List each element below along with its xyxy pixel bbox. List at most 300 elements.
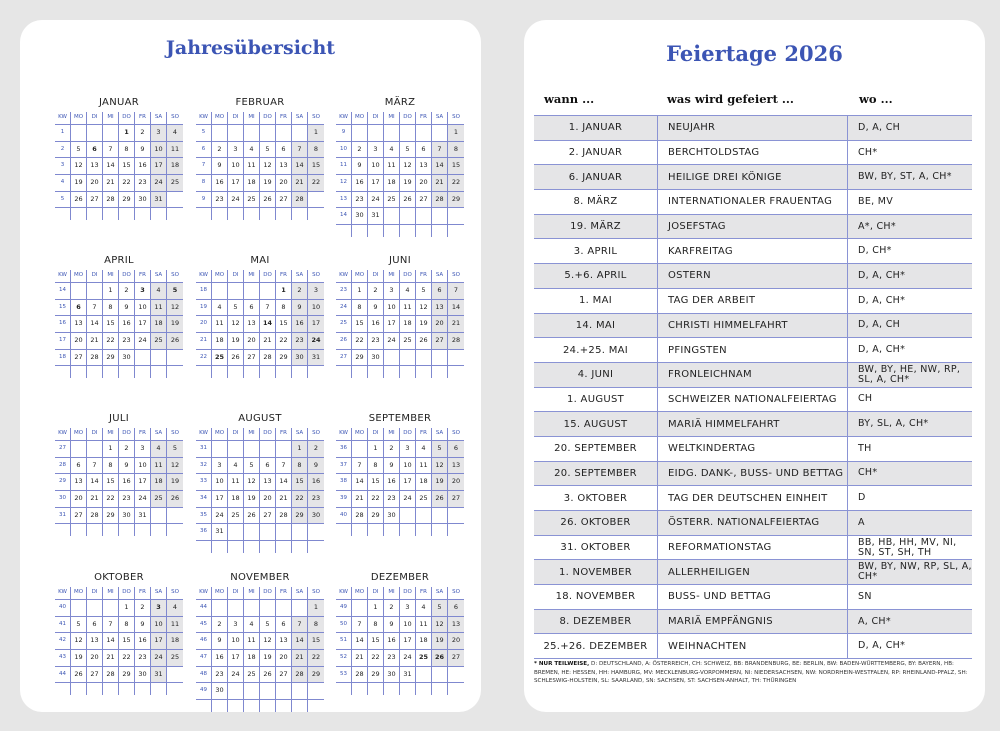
weekday-header: SA — [432, 587, 448, 599]
day-cell: 26 — [416, 333, 432, 349]
day-cell — [276, 683, 292, 699]
day-cell: 17 — [400, 633, 416, 649]
week-number: 36 — [196, 524, 212, 540]
day-cell: 12 — [167, 458, 183, 474]
grid-tail-cell — [119, 208, 135, 220]
day-cell: 16 — [135, 633, 151, 649]
week-number: 33 — [196, 474, 212, 490]
weekday-header: KW — [336, 428, 352, 440]
holiday-regions: BB, HB, HH, MV, NI, SN, ST, SH, TH — [858, 536, 957, 558]
weekday-header: FR — [276, 428, 292, 440]
day-cell: 18 — [416, 633, 432, 649]
day-cell: 22 — [103, 333, 119, 349]
holiday-name: TAG DER ARBEIT — [658, 289, 848, 313]
holiday-name: WEIHNACHTEN — [658, 634, 848, 658]
day-cell: 19 — [228, 333, 244, 349]
day-cell: 11 — [384, 158, 400, 174]
day-cell: 19 — [432, 633, 448, 649]
grid-tail-cell — [352, 683, 368, 695]
holiday-name: REFORMATIONSTAG — [658, 536, 848, 560]
day-cell: 14 — [103, 633, 119, 649]
weekday-header: KW — [336, 112, 352, 124]
day-cell: 17 — [151, 633, 167, 649]
weekday-header: DO — [260, 428, 276, 440]
holiday-name: JOSEFSTAG — [658, 215, 848, 239]
grid-tail-cell — [416, 366, 432, 378]
holiday-row — [534, 288, 972, 313]
grid-tail-cell — [432, 366, 448, 378]
weekday-header-row — [55, 112, 183, 124]
weekday-header: SO — [171, 114, 179, 120]
week-row — [196, 523, 324, 540]
day-cell: 27 — [260, 508, 276, 524]
holiday-date: 19. MÄRZ — [534, 215, 658, 239]
day-cell — [212, 283, 228, 299]
day-cell: 22 — [368, 650, 384, 666]
week-row — [196, 473, 324, 490]
week-row — [55, 174, 183, 191]
day-cell: 11 — [416, 617, 432, 633]
weekday-header: SO — [312, 114, 320, 120]
holiday-regions: A — [858, 516, 865, 528]
weekday-header: SA — [432, 428, 448, 440]
weekday-header: MO — [71, 112, 87, 124]
day-cell: 21 — [352, 491, 368, 507]
grid-tail-cell — [87, 366, 103, 378]
weekday-header: MO — [352, 428, 368, 440]
week-row — [336, 666, 464, 683]
week-number: 50 — [336, 617, 352, 633]
day-cell — [276, 441, 292, 457]
footnote-text: D: DEUTSCHLAND, A: ÖSTERREICH, CH: SCHWEIZ, BB: BRANDENBURG, BE: BERLIN, BW: BADEN-WÜRTTEMBERG, BY: BAYERN, HB: BREMEN, HE: HESSEN, HH: HAMBURG, MV: MECKLENBURG-VORPOMMERN, NI: NIEDERSACHSEN, NW: NORDRHEIN-WESTFALEN, RP: RHEINLAND-PFALZ, SH: SCHLESWIG-HOLSTEIN, SL: SAARLAND, SN: SACHSEN, ST: SACHSEN-ANHALT, TH: THÜRINGEN — [534, 661, 968, 685]
week-row — [55, 124, 183, 141]
day-cell: 31 — [212, 524, 228, 540]
day-cell — [260, 125, 276, 141]
week-number: 21 — [196, 333, 212, 349]
grid-tail-cell — [71, 524, 87, 536]
week-number: 12 — [336, 175, 352, 191]
day-cell: 20 — [448, 474, 464, 490]
week-number: 49 — [196, 683, 212, 699]
day-cell: 19 — [167, 474, 183, 490]
holiday-regions: D, A, CH* — [858, 269, 906, 281]
holiday-regions: D, A, CH — [858, 319, 901, 331]
weekday-header: MI — [103, 428, 119, 440]
day-cell: 20 — [71, 491, 87, 507]
day-cell — [400, 350, 416, 366]
day-cell: 21 — [103, 175, 119, 191]
day-cell: 25 — [151, 333, 167, 349]
grid-tail-cell — [260, 700, 276, 712]
grid-tail-cell — [55, 683, 71, 695]
day-cell: 3 — [228, 142, 244, 158]
holiday-date: 6. JANUAR — [534, 165, 658, 189]
week-number: 25 — [336, 316, 352, 332]
holiday-row — [534, 436, 972, 461]
holiday-regions: CH* — [858, 146, 878, 158]
day-cell: 19 — [416, 316, 432, 332]
month-name: SEPTEMBER — [368, 413, 432, 424]
day-cell: 8 — [292, 458, 308, 474]
grid-tail-cell — [212, 366, 228, 378]
week-row — [196, 616, 324, 633]
day-cell: 16 — [384, 474, 400, 490]
day-cell: 28 — [103, 192, 119, 208]
day-cell: 29 — [103, 350, 119, 366]
day-cell: 30 — [135, 192, 151, 208]
day-cell: 7 — [103, 142, 119, 158]
day-cell: 2 — [368, 283, 384, 299]
day-cell — [448, 508, 464, 524]
grid-tail-cell — [212, 541, 228, 553]
day-cell: 27 — [87, 667, 103, 683]
day-cell: 26 — [260, 667, 276, 683]
day-cell: 21 — [276, 491, 292, 507]
day-cell: 3 — [135, 441, 151, 457]
weekday-header: MI — [244, 270, 260, 282]
holidays-table — [534, 115, 972, 659]
day-cell: 17 — [135, 474, 151, 490]
day-cell: 27 — [276, 192, 292, 208]
day-cell: 10 — [228, 158, 244, 174]
day-cell: 13 — [276, 158, 292, 174]
grid-tail-cell — [244, 366, 260, 378]
holiday-regions: A*, CH* — [858, 220, 896, 232]
grid-tail-cell — [212, 700, 228, 712]
holiday-row — [534, 584, 972, 609]
day-cell: 4 — [416, 441, 432, 457]
weekday-header: MI — [103, 270, 119, 282]
week-number: 45 — [196, 617, 212, 633]
day-cell: 1 — [308, 600, 324, 616]
day-cell — [228, 600, 244, 616]
week-row — [55, 141, 183, 158]
weekday-header: DI — [368, 270, 384, 282]
day-cell: 18 — [244, 175, 260, 191]
day-cell: 25 — [167, 175, 183, 191]
grid-tail-cell — [400, 225, 416, 237]
weekday-header-row — [196, 270, 324, 282]
day-cell: 11 — [228, 474, 244, 490]
weekday-header: MO — [212, 587, 228, 599]
day-cell: 25 — [244, 192, 260, 208]
holiday-regions: D — [858, 492, 866, 504]
day-cell: 6 — [71, 300, 87, 316]
weekday-header: DI — [228, 270, 244, 282]
holiday-regions: BW, BY, NW, RP, SL, A, CH* — [858, 561, 972, 583]
weekday-header: FR — [416, 587, 432, 599]
week-row — [55, 299, 183, 316]
day-cell: 19 — [400, 175, 416, 191]
week-row — [336, 632, 464, 649]
week-number: 15 — [55, 300, 71, 316]
day-cell: 16 — [308, 474, 324, 490]
weekday-header: KW — [336, 270, 352, 282]
day-cell: 29 — [119, 192, 135, 208]
grid-tail-cell — [416, 683, 432, 695]
day-cell: 16 — [119, 474, 135, 490]
week-number: 39 — [336, 491, 352, 507]
day-cell: 23 — [212, 667, 228, 683]
day-cell: 8 — [119, 617, 135, 633]
day-cell: 28 — [103, 667, 119, 683]
grid-tail-cell — [400, 366, 416, 378]
day-cell — [167, 667, 183, 683]
holiday-regions: D, CH* — [858, 245, 892, 257]
day-cell — [260, 524, 276, 540]
grid-tail-cell — [71, 366, 87, 378]
day-cell: 14 — [292, 158, 308, 174]
grid-tail — [196, 207, 324, 220]
week-row — [196, 174, 324, 191]
holiday-date: 1. AUGUST — [534, 388, 658, 412]
holiday-date: 26. OKTOBER — [534, 511, 658, 535]
holiday-date: 20. SEPTEMBER — [534, 462, 658, 486]
grid-tail-cell — [212, 208, 228, 220]
day-cell — [244, 441, 260, 457]
day-cell: 1 — [276, 283, 292, 299]
day-cell: 12 — [228, 316, 244, 332]
day-cell: 29 — [103, 508, 119, 524]
grid-tail-cell — [151, 366, 167, 378]
grid-tail-cell — [416, 225, 432, 237]
day-cell: 7 — [352, 458, 368, 474]
day-cell: 13 — [260, 474, 276, 490]
day-cell: 21 — [448, 316, 464, 332]
day-cell — [260, 683, 276, 699]
week-number: 5 — [196, 125, 212, 141]
week-number: 23 — [336, 283, 352, 299]
day-cell: 5 — [71, 142, 87, 158]
header-wo: wo ... — [859, 92, 893, 106]
grid-tail-cell — [432, 683, 448, 695]
day-cell: 15 — [119, 158, 135, 174]
day-cell: 20 — [416, 175, 432, 191]
day-cell — [352, 125, 368, 141]
day-cell — [400, 508, 416, 524]
day-cell — [432, 125, 448, 141]
day-cell: 27 — [448, 650, 464, 666]
day-cell: 11 — [151, 458, 167, 474]
day-cell: 19 — [260, 650, 276, 666]
grid-tail-cell — [151, 208, 167, 220]
day-cell: 2 — [308, 441, 324, 457]
day-cell: 21 — [87, 333, 103, 349]
holiday-regions: A, CH* — [858, 615, 891, 627]
holiday-date: 31. OKTOBER — [534, 536, 658, 560]
day-cell: 1 — [448, 125, 464, 141]
day-cell: 23 — [292, 333, 308, 349]
holiday-name: TAG DER DEUTSCHEN EINHEIT — [658, 486, 848, 510]
day-cell — [368, 125, 384, 141]
grid-tail-cell — [260, 208, 276, 220]
weekday-header: DO — [260, 587, 276, 599]
day-cell: 17 — [151, 158, 167, 174]
day-cell: 6 — [87, 142, 103, 158]
day-cell: 14 — [103, 158, 119, 174]
day-cell: 19 — [167, 316, 183, 332]
day-cell: 31 — [135, 508, 151, 524]
month-name: NOVEMBER — [230, 572, 290, 583]
day-cell: 16 — [135, 158, 151, 174]
week-row — [55, 507, 183, 524]
day-cell: 11 — [416, 458, 432, 474]
day-cell — [260, 283, 276, 299]
grid-tail-cell — [103, 366, 119, 378]
day-cell: 26 — [167, 491, 183, 507]
grid-tail-cell — [448, 524, 464, 536]
holiday-row — [534, 337, 972, 362]
week-row — [336, 440, 464, 457]
holiday-date: 3. APRIL — [534, 239, 658, 263]
holiday-row — [534, 214, 972, 239]
day-cell — [276, 600, 292, 616]
day-cell — [87, 283, 103, 299]
day-cell: 4 — [151, 283, 167, 299]
day-cell — [352, 441, 368, 457]
day-cell: 29 — [368, 667, 384, 683]
day-cell: 5 — [71, 617, 87, 633]
day-cell: 19 — [432, 474, 448, 490]
day-cell — [244, 524, 260, 540]
day-cell: 15 — [448, 158, 464, 174]
day-cell: 8 — [448, 142, 464, 158]
weekday-header-row — [55, 428, 183, 440]
day-cell: 20 — [87, 175, 103, 191]
holiday-name: EIDG. DANK-, BUSS- UND BETTAG — [658, 462, 848, 486]
week-number: 22 — [196, 350, 212, 366]
day-cell: 17 — [135, 316, 151, 332]
week-number: 10 — [336, 142, 352, 158]
month-name: DEZEMBER — [370, 572, 430, 583]
day-cell: 25 — [384, 192, 400, 208]
weekday-header: MO — [212, 270, 228, 282]
week-row — [336, 599, 464, 616]
weekday-header: DO — [119, 428, 135, 440]
day-cell: 1 — [368, 441, 384, 457]
weekday-header-row — [336, 270, 464, 282]
day-cell: 9 — [308, 458, 324, 474]
week-number: 35 — [196, 508, 212, 524]
grid-tail-cell — [368, 225, 384, 237]
day-cell: 4 — [167, 125, 183, 141]
grid-tail-cell — [151, 524, 167, 536]
month-februar — [196, 96, 324, 220]
holiday-row — [534, 387, 972, 412]
day-cell: 18 — [151, 316, 167, 332]
day-cell — [400, 125, 416, 141]
grid-tail-cell — [336, 683, 352, 695]
day-cell: 30 — [292, 350, 308, 366]
holiday-name: NEUJAHR — [658, 116, 848, 140]
weekday-header: SO — [171, 430, 179, 436]
month-juni — [336, 254, 464, 378]
day-cell: 5 — [167, 441, 183, 457]
day-cell — [416, 508, 432, 524]
grid-tail-cell — [400, 524, 416, 536]
day-cell — [292, 683, 308, 699]
day-cell: 29 — [292, 508, 308, 524]
holiday-name: HEILIGE DREI KÖNIGE — [658, 165, 848, 189]
grid-tail — [336, 523, 464, 536]
day-cell: 6 — [244, 300, 260, 316]
week-number: 49 — [336, 600, 352, 616]
weekday-header: DO — [260, 270, 276, 282]
holidays-table-header — [534, 92, 975, 108]
month-name: OKTOBER — [94, 572, 144, 583]
day-cell: 24 — [228, 192, 244, 208]
week-number: 20 — [196, 316, 212, 332]
holiday-date: 3. OKTOBER — [534, 486, 658, 510]
week-row — [55, 473, 183, 490]
month-name: APRIL — [104, 255, 134, 266]
day-cell: 5 — [167, 283, 183, 299]
holiday-date: 14. MAI — [534, 314, 658, 338]
day-cell: 5 — [432, 441, 448, 457]
month-grid — [196, 112, 324, 220]
day-cell: 18 — [212, 333, 228, 349]
day-cell: 10 — [135, 300, 151, 316]
day-cell: 30 — [384, 508, 400, 524]
week-row — [336, 282, 464, 299]
day-cell — [212, 600, 228, 616]
grid-tail-cell — [228, 366, 244, 378]
day-cell: 10 — [135, 458, 151, 474]
holiday-row — [534, 362, 972, 387]
day-cell: 8 — [276, 300, 292, 316]
weekday-header: DO — [400, 587, 416, 599]
month-name: JULI — [109, 413, 129, 424]
week-row — [196, 349, 324, 366]
week-number: 28 — [55, 458, 71, 474]
day-cell — [432, 350, 448, 366]
grid-tail — [55, 523, 183, 536]
weekday-header: MI — [103, 112, 119, 124]
day-cell — [228, 441, 244, 457]
day-cell: 13 — [448, 617, 464, 633]
weekday-header: MI — [384, 587, 400, 599]
day-cell: 16 — [352, 175, 368, 191]
month-grid — [55, 112, 183, 220]
day-cell: 4 — [400, 283, 416, 299]
weekday-header: MI — [244, 428, 260, 440]
holiday-row — [534, 411, 972, 436]
holiday-row — [534, 189, 972, 214]
grid-tail-cell — [308, 208, 324, 220]
day-cell — [167, 350, 183, 366]
day-cell: 11 — [151, 300, 167, 316]
day-cell: 16 — [212, 650, 228, 666]
holiday-row — [534, 238, 972, 263]
day-cell: 26 — [228, 350, 244, 366]
weekday-header: SA — [292, 428, 308, 440]
weekday-header: SO — [312, 272, 320, 278]
week-row — [336, 457, 464, 474]
day-cell: 30 — [308, 508, 324, 524]
day-cell: 23 — [135, 175, 151, 191]
weekday-header-row — [196, 112, 324, 124]
week-row — [55, 490, 183, 507]
weekday-header: SA — [292, 112, 308, 124]
day-cell: 2 — [384, 441, 400, 457]
day-cell: 13 — [432, 300, 448, 316]
day-cell — [228, 283, 244, 299]
day-cell: 24 — [368, 192, 384, 208]
holiday-row — [534, 535, 972, 560]
holiday-regions: BW, BY, HE, NW, RP, SL, A, CH* — [858, 363, 961, 385]
day-cell — [212, 441, 228, 457]
day-cell — [276, 125, 292, 141]
